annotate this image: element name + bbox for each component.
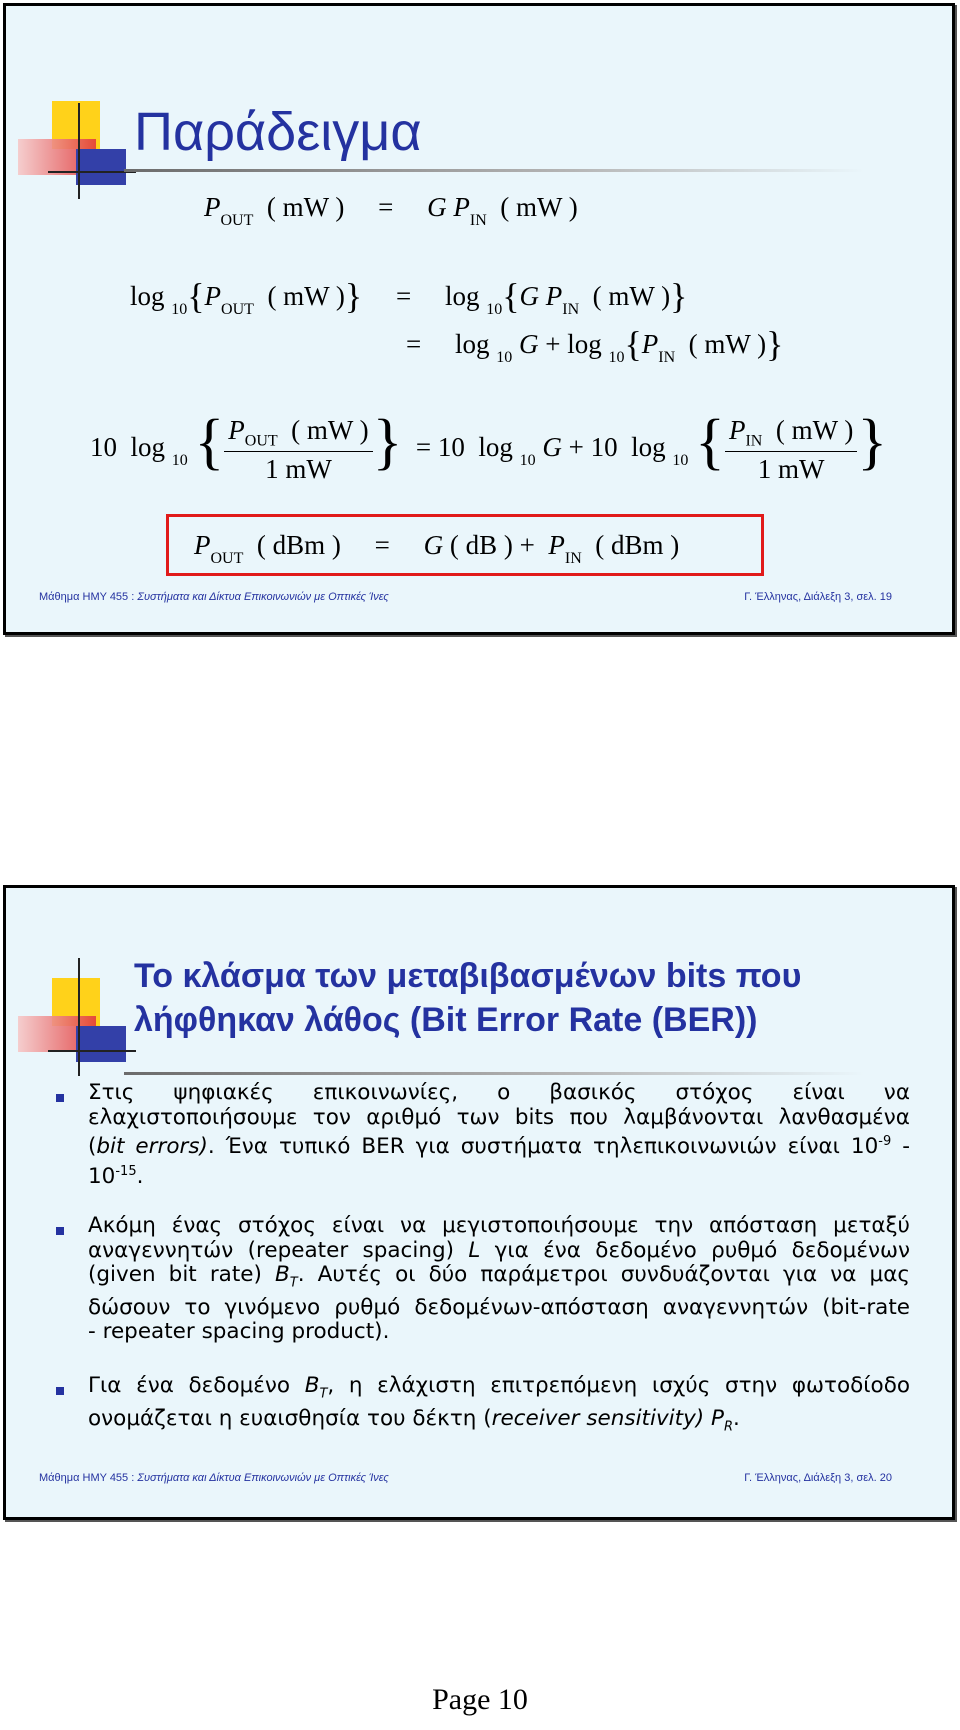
slide-footer-course: Μάθημα ΗΜΥ 455 : Συστήματα και Δίκτυα Επικοινωνιών με Οπτικές Ίνες: [39, 591, 389, 603]
equation-2: $\log _{10}\{P_{OUT}$ ( mW )} = log $_{10}${G $P_{IN}$ ( mW )}: [130, 276, 688, 318]
fraction-out: $\frac{P_{OUT} ( mW )}{1 mW}$: [224, 415, 372, 485]
title-underline: [124, 1072, 864, 1075]
title-decoration: [18, 101, 138, 201]
slide-title: Παράδειγμα: [134, 102, 422, 162]
slide-19: [3, 3, 955, 635]
slide-footer-lecture: Γ. Έλληνας, Διάλεξη 3, σελ. 19: [744, 591, 892, 603]
bullet-repeater-spacing: Ακόμη ένας στόχος είναι να μεγιστοποιήσουμε την απόσταση μεταξύ αναγεννητών (repeater spacing) L για ένα δεδομένο ρυθμό δεδομένων (given bit rate) $B_T$. Αυτές οι δύο παράμετροι συνδυάζονται για να μας δώσουν το γινόμενο ρυθμό δεδομένων-απόσταση αναγεννητών (bit-rate - repeater spacing product).: [88, 1213, 910, 1345]
slide-footer-course: Μάθημα ΗΜΥ 455 : Συστήματα και Δίκτυα Επικοινωνιών με Οπτικές Ίνες: [39, 1472, 389, 1484]
equation-1: $P_{OUT}$ ( mW ) = G $P_{IN}$ ( mW ): [204, 192, 578, 229]
equation-4: 10 log $_{10}$ { $\frac{P_{OUT} ( mW )}{1 mW}$ } = 10 log $_{10}$ G + 10 log $_{10}$ { $\frac{P_{IN} ( mW )}{1 mW}$ }: [90, 408, 888, 484]
equation-3: = log $_{10}$ $G + \log _{10}\{P_{IN}$ ( mW )}: [406, 324, 784, 366]
bullet-marker: [56, 1094, 64, 1102]
title-underline: [124, 169, 864, 172]
slide-footer-lecture: Γ. Έλληνας, Διάλεξη 3, σελ. 20: [744, 1472, 892, 1484]
fraction-in: $\frac{P_{IN} ( mW )}{1 mW}$: [725, 415, 857, 485]
bullet-marker: [56, 1387, 64, 1395]
bullet-receiver-sensitivity: Για ένα δεδομένο $B_T$, η ελάχιστη επιτρεπόμενη ισχύς στην φωτοδίοδο ονομάζεται η ευαισθησία του δέκτη (receiver sensitivity) $P_R$.: [88, 1373, 911, 1435]
slide-title: Το κλάσμα των μεταβιβασμένων bits που λήφθηκαν λάθος (Bit Error Rate (BER)): [134, 957, 802, 1039]
bullet-marker: [56, 1227, 64, 1235]
bullet-ber-goal: Στις ψηφιακές επικοινωνίες, ο βασικός στόχος είναι να ελαχιστοποιήσουμε τον αριθμό των bits που λαμβάνονται λανθασμένα (bit errors). Ένα τυπικό BER για συστήματα τηλεπικοινωνιών είναι $10^{-9}$ - $10^{-15}$.: [88, 1080, 910, 1189]
page-number: Page 10: [432, 1683, 528, 1716]
equation-5: $P_{OUT}$ ( dBm ) = G ( dB ) + $P_{IN}$ ( dBm ): [194, 530, 680, 567]
slide-20: [3, 885, 955, 1520]
title-decoration: [18, 978, 138, 1078]
